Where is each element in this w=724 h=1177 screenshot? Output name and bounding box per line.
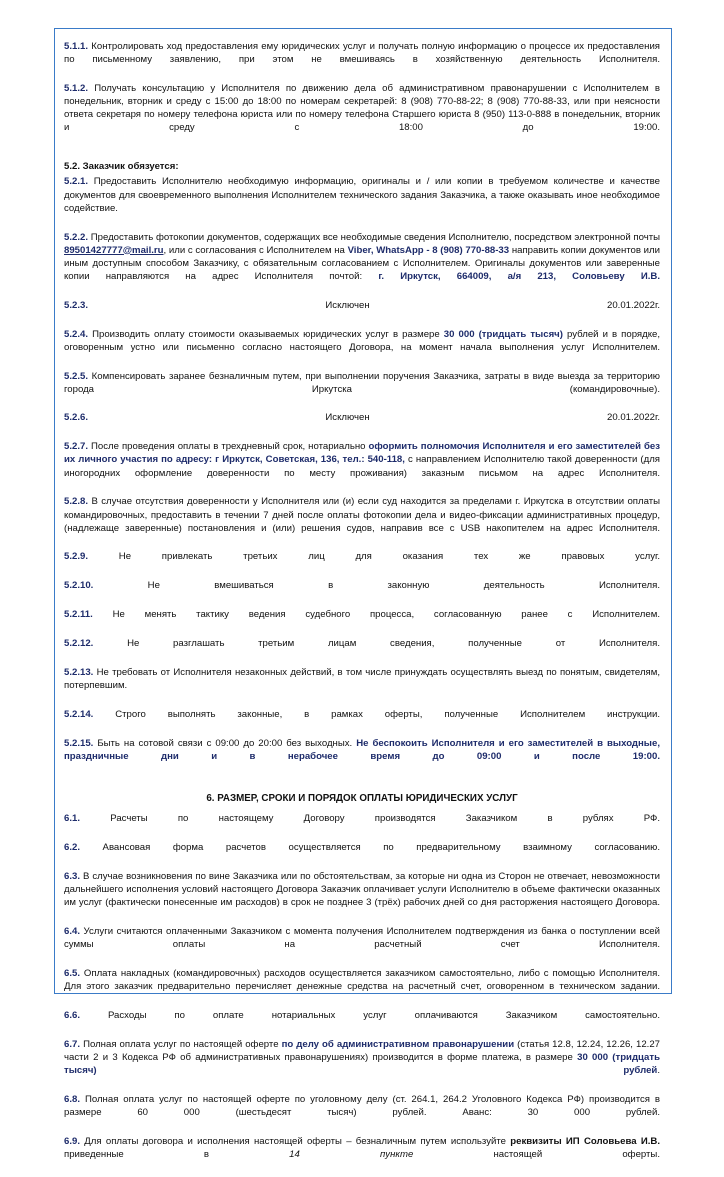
clause-6-9: 6.9. Для оплаты договора и исполнения настоящей оферты – безналичным путем используйте реквизиты ИП Соловьева И.В. приведенные в 14 пункте настоящей оферты.: [64, 1135, 661, 1160]
clause-6-8: 6.8. Полная оплата услуг по настоящей оферте по уголовному делу (ст. 264.1, 264.2 Уголовного Кодекса РФ) производится в размере 60 000 (шестьдесят тысяч) рублей. Аванс: 30 000 рублей.: [64, 1093, 660, 1118]
document-body: [64, 40, 660, 1177]
clause-5-2-7: 5.2.7. После проведения оплаты в трехдневный срок, нотариально оформить полномочия Исполнителя и его заместителей без их личного участия по адресу: г Иркутск, Советская, 136, тел.: 540-118, с направлением Исполнителю такой доверенности (для иногородних оформление доверенности по месту проживания) заказным письмом на адрес Исполнителя.: [64, 441, 661, 479]
clause-5-2-9: 5.2.9. Не привлекать третьих лиц для оказания тех же правовых услуг.: [64, 551, 660, 563]
section-5-2-title: 5.2. Заказчик обязуется:: [64, 161, 179, 173]
notary-instruction: оформить полномочия Исполнителя и его заместителей без их личного участия по адресу: г Иркутск, Советская, 136, тел.: 540-118,: [64, 441, 661, 466]
do-not-disturb-note: Не беспокоить Исполнителя и его заместителей в выходные, праздничные дни и в нерабочее время до 09:00 и после 19:00.: [64, 737, 661, 762]
clause-6-4: 6.4. Услуги считаются оплаченными Заказчиком с момента получения Исполнителем подтверждения из банка о поступлении всей суммы оплаты на расчетный счет Исполнителя.: [64, 925, 660, 950]
email-link[interactable]: 89501427777@mail.ru: [64, 244, 164, 256]
clause-reference: 14 пункте: [289, 1148, 414, 1160]
clause-5-1-1: 5.1.1. Контролировать ход предоставления ему юридических услуг и получать полную информацию о процессе их предоставления по письменному заявлению, при этом не вмешиваясь в хозяйственную деятельность Исполнителя.: [64, 41, 660, 66]
requisites-label: реквизиты ИП Соловьева И.В.: [510, 1135, 661, 1147]
service-amount: 30 000 (тридцать тысяч): [443, 328, 563, 340]
clause-5-2-14: 5.2.14. Строго выполнять законные, в рамках оферты, полученные Исполнителем инструкции.: [64, 708, 661, 720]
messenger-contacts: Viber, WhatsApp - 8 (908) 770-88-33: [347, 244, 510, 256]
clause-5-2-6: 5.2.6. Исключен 20.01.2022г.: [64, 412, 661, 424]
clause-5-2-1: 5.2.1. Предоставить Исполнителю необходимую информацию, оригиналы и / или копии в требуемом количестве и качестве документов для своевременного выполнения Исполнителем технического задания Заказчика, а также оказывать иное необходимое содействие.: [64, 176, 660, 214]
clause-5-2-4: 5.2.4. Производить оплату стоимости оказываемых юридических услуг в размере 30 000 (тридцать тысяч) рублей и в порядке, оговоренным устно или письменно согласно настоящего Договора, на момент начала выполнения услуг Исполнителем.: [64, 328, 661, 353]
clause-5-2-13: 5.2.13. Не требовать от Исполнителя незаконных действий, в том числе принуждать осуществлять выезд по понятым, свидетелям, потерпевшим.: [64, 666, 660, 692]
section-6-title: 6. РАЗМЕР, СРОКИ И ПОРЯДОК ОПЛАТЫ ЮРИДИЧЕСКИХ УСЛУГ: [206, 793, 518, 805]
clause-5-2-11: 5.2.11. Не менять тактику ведения судебного процесса, согласованную ранее с Исполнителем.: [64, 609, 660, 621]
clause-6-1: 6.1. Расчеты по настоящему Договору производятся Заказчиком в рублях РФ.: [64, 813, 660, 825]
clause-5-1-2: 5.1.2. Получать консультацию у Исполнителя по движению дела об административном правонарушении с Исполнителем в понедельник, вторник и среду с 15:00 до 18:00 по номерам секретарей: 8 (908) 770-88-22; 8 (908) 770-88-33, или при неясности ответа секретаря по номеру телефона юриста или по номеру телефона Старшего юриста 8 (950) 113-0-888 в понедельник, вторник и среду с 18:00 до 19:00.: [64, 82, 660, 134]
clause-5-2-15: 5.2.15. Быть на сотовой связи с 09:00 до 20:00 без выходных. Не беспокоить Исполнителя и его заместителей в выходные, праздничные дни и в нерабочее время до 09:00 и после 19:00.: [64, 737, 661, 762]
clause-6-3: 6.3. В случае возникновения по вине Заказчика или по обстоятельствам, за которые ни одна из Сторон не отвечает, невозможности дальнейшего исполнения условий настоящего Договора Заказчик оплачивает услуги Исполнителю в объеме фактически оказанных им услуг (фактически понесенные им расходов) в срок не позднее 3 (трёх) рабочих дней со дня расторжения настоящего Договора.: [64, 870, 660, 909]
clause-5-2-10: 5.2.10. Не вмешиваться в законную деятельность Исполнителя.: [64, 580, 660, 592]
clause-5-2-12: 5.2.12. Не разглашать третьим лицам сведения, полученные от Исполнителя.: [64, 638, 660, 650]
clause-5-2-8: 5.2.8. В случае отсутствия доверенности у Исполнителя или (и) если суд находится за пределами г. Иркутска в отсутствии оплаты командировочных, предоставить в течении 7 дней после оплаты фотокопии дела и видео-фиксации административных процедур, (надлежаще заверенные) постановления и (или) решения судов, направив все с USB накопителем на адрес Исполнителя.: [64, 496, 661, 534]
clause-5-2-5: 5.2.5. Компенсировать заранее безналичным путем, при выполнении поручения Заказчика, затраты в виде выезда за территорию города Иркутска (командировочные).: [64, 370, 660, 395]
clause-6-5: 6.5. Оплата накладных (командировочных) расходов осуществляется заказчиком самостоятельно, либо с помощью Исполнителя. Для этого заказчик предварительно перечисляет денежные средства на расчетный счет, оговоренном в техническом задании.: [64, 967, 660, 992]
clause-6-7: 6.7. Полная оплата услуг по настоящей оферте по делу об административном правонарушении (статья 12.8, 12.24, 12.26, 12.27 части 2 и 3 Кодекса РФ об административных правонарушениях) производится в форме платежа, в размере 30 000 (тридцать тысяч) рублей.: [64, 1038, 660, 1076]
clause-6-6: 6.6. Расходы по оплате нотариальных услуг оплачиваются Заказчиком самостоятельно.: [64, 1009, 660, 1021]
admin-case-label: по делу об административном правонарушении: [281, 1038, 515, 1050]
postal-address: г. Иркутск, 664009, а/я 213, Соловьеву И.В.: [378, 270, 660, 282]
clause-5-2-2: 5.2.2. Предоставить фотокопии документов, содержащих все необходимые сведения Исполнителю, посредством электронной почты 89501427777@mail.ru, или с согласования с Исполнителем на Viber, WhatsApp - 8 (908) 770-88-33 направить копии документов или иным доступным способом Заказчику, с обязательным согласованием с Исполнителем. Оригиналы документов или заверенные копии направляются на адрес Исполнителя почтой: г. Иркутск, 664009, а/я 213, Соловьеву И.В.: [64, 231, 660, 282]
clause-5-2-3: 5.2.3. Исключен 20.01.2022г.: [64, 299, 661, 311]
clause-6-2: 6.2. Авансовая форма расчетов осуществляется по предварительному взаимному согласованию.: [64, 841, 660, 853]
admin-case-amount: 30 000 (тридцать тысяч) рублей: [64, 1051, 660, 1076]
